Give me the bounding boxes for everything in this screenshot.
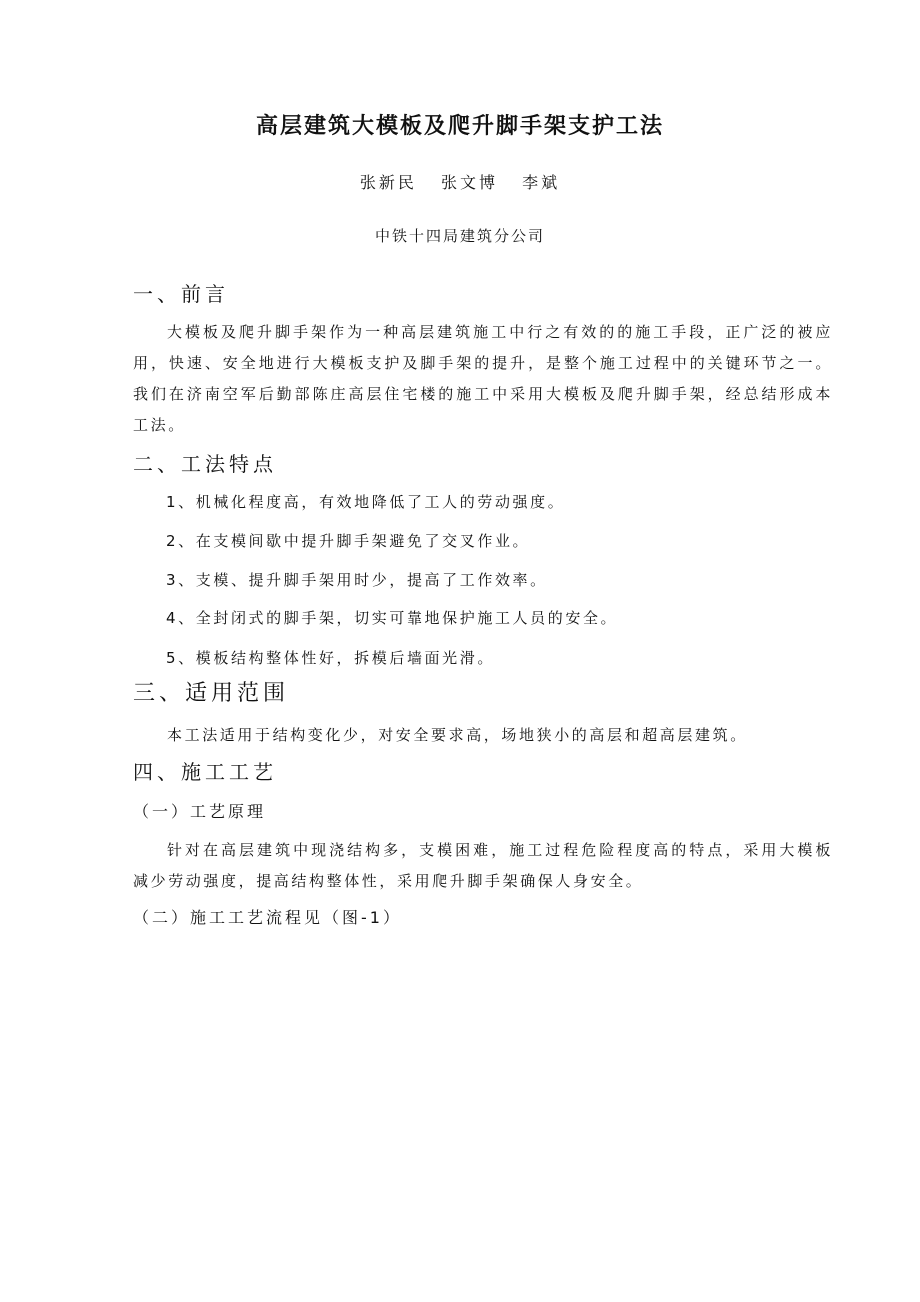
scope-paragraph: 本工法适用于结构变化少，对安全要求高，场地狭小的高层和超高层建筑。 (167, 726, 748, 744)
section-heading-scope: 三、适用范围 (133, 681, 290, 706)
document-title: 高层建筑大模板及爬升脚手架支护工法 (255, 114, 664, 139)
feature-item-1: 1、机械化程度高，有效地降低了工人的劳动强度。 (166, 493, 566, 511)
section-heading-features: 二、工法特点 (133, 452, 277, 476)
feature-item-2: 2、在支模间歇中提升脚手架避免了交叉作业。 (166, 532, 531, 550)
preface-paragraph: 大模板及爬升脚手架作为一种高层建筑施工中行之有效的的施工手段，正广泛的被应用，快速、安全地进行大模板支护及脚手架的提升，是整个施工过程中的关键环节之一。我们在济南空军后勤部陈庄高层住宅楼的施工中采用大模板及爬升脚手架，经总结形成本工法。 (133, 323, 833, 434)
affiliation-line: 中铁十四局建筑分公司 (374, 227, 545, 245)
feature-item-3: 3、支模、提升脚手架用时少，提高了工作效率。 (166, 571, 548, 589)
authors-line: 张新民 张文博 李斌 (359, 173, 561, 192)
section-heading-preface: 一、前言 (133, 282, 229, 306)
principle-paragraph: 针对在高层建筑中现浇结构多，支模困难，施工过程危险程度高的特点，采用大模板减少劳动强度，提高结构整体性，采用爬升脚手架确保人身安全。 (133, 841, 833, 890)
section-heading-process: 四、施工工艺 (133, 760, 277, 784)
subsection-heading-principle: （一）工艺原理 (133, 802, 267, 821)
feature-item-4: 4、全封闭式的脚手架，切实可靠地保护施工人员的安全。 (166, 609, 619, 627)
subsection-heading-flow: （二）施工工艺流程见（图-1） (133, 908, 402, 927)
feature-item-5: 5、模板结构整体性好，拆模后墙面光滑。 (166, 649, 495, 667)
